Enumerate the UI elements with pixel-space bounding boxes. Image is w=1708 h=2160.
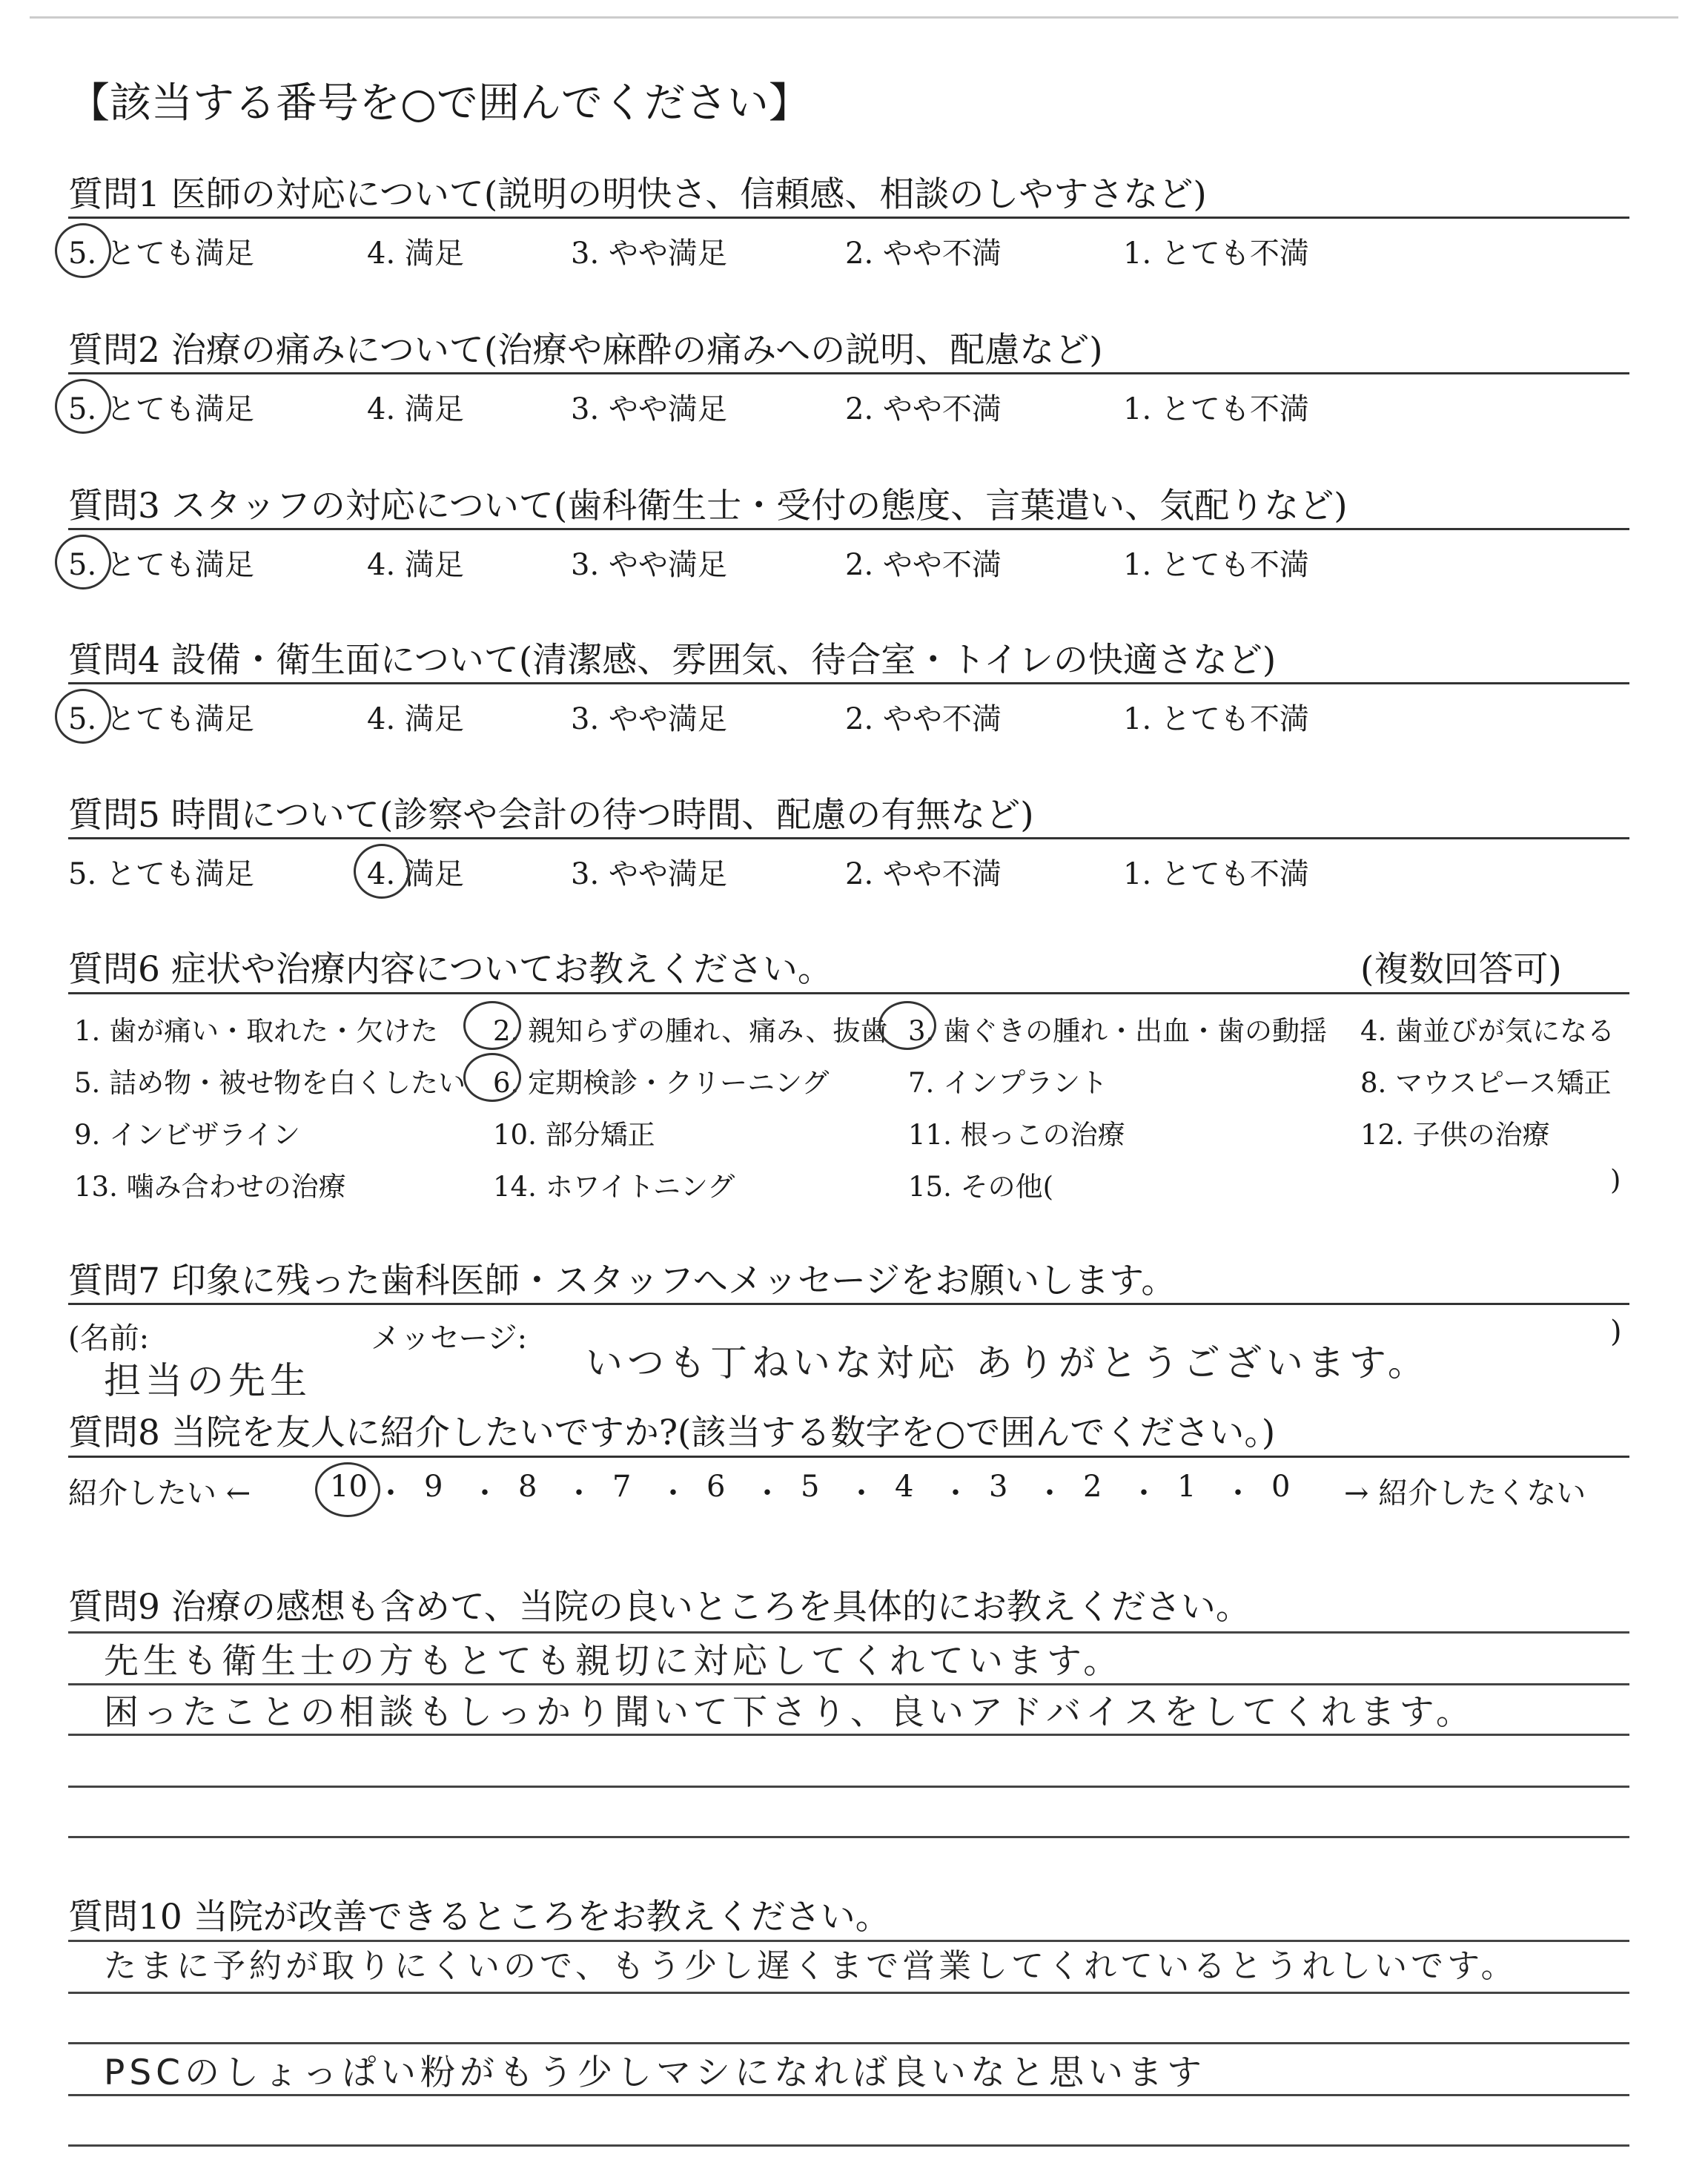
- q3-option-3[interactable]: 3. やや満足: [571, 548, 727, 582]
- q7-name-label: (名前:: [68, 1321, 150, 1355]
- q8-separator-dot: ・: [1035, 1476, 1065, 1510]
- q5-option-4[interactable]: 4. 満足: [367, 857, 464, 891]
- q5-option-5[interactable]: 5. とても満足: [68, 857, 254, 891]
- q8-separator-dot: ・: [376, 1476, 406, 1510]
- q9-title: 質問9 治療の感想も含めて、当院の良いところを具体的にお教えください。: [68, 1587, 1251, 1628]
- q6-title: 質問6 症状や治療内容についてお教えください。: [68, 949, 833, 990]
- q10-line-5: [68, 2144, 1629, 2147]
- q8-scale-0[interactable]: 0: [1271, 1470, 1291, 1504]
- q8-separator-dot: ・: [752, 1476, 782, 1510]
- q1-option-4[interactable]: 4. 満足: [367, 237, 464, 271]
- q6-item-6[interactable]: 6. 定期検診・クリーニング: [493, 1067, 830, 1099]
- q6-item-4[interactable]: 4. 歯並びが気になる: [1360, 1015, 1615, 1047]
- q8-separator-dot: ・: [1129, 1476, 1159, 1510]
- q5-selected-circle: [354, 844, 410, 899]
- q4-option-1[interactable]: 1. とても不満: [1123, 702, 1309, 736]
- q8-separator-dot: ・: [658, 1476, 688, 1510]
- q6-item-6-circle: [463, 1053, 521, 1102]
- q6-item-14[interactable]: 14. ホワイトニング: [493, 1171, 735, 1203]
- q2-rule: [68, 372, 1629, 374]
- q7-message-label: メッセージ:: [371, 1321, 528, 1355]
- q8-scale-3[interactable]: 3: [989, 1470, 1008, 1504]
- q8-scale-5[interactable]: 5: [801, 1470, 820, 1504]
- q5-option-3[interactable]: 3. やや満足: [571, 857, 727, 891]
- q6-item-9[interactable]: 9. インビザライン: [74, 1119, 300, 1151]
- q6-item-11[interactable]: 11. 根っこの治療: [908, 1119, 1125, 1151]
- q3-option-2[interactable]: 2. やや不満: [845, 548, 1002, 582]
- q8-scale-10[interactable]: 10: [330, 1470, 368, 1504]
- q6-item-2[interactable]: 2. 親知らずの腫れ、痛み、抜歯: [493, 1015, 888, 1047]
- q5-option-2[interactable]: 2. やや不満: [845, 857, 1002, 891]
- instruction-header: 【該当する番号を○で囲んでください】: [68, 79, 810, 128]
- q6-rule: [68, 992, 1629, 994]
- q6-item-13[interactable]: 13. 噛み合わせの治療: [74, 1171, 346, 1203]
- q8-scale-1[interactable]: 1: [1177, 1470, 1196, 1504]
- q6-other-close-paren: ): [1610, 1164, 1621, 1196]
- q2-option-1[interactable]: 1. とても不満: [1123, 392, 1309, 426]
- q4-option-4[interactable]: 4. 満足: [367, 702, 464, 736]
- q8-scale-2[interactable]: 2: [1083, 1470, 1102, 1504]
- q4-option-5[interactable]: 5. とても満足: [68, 702, 254, 736]
- q8-left-label: 紹介したい ←: [68, 1476, 251, 1510]
- q8-separator-dot: ・: [941, 1476, 970, 1510]
- q6-item-5[interactable]: 5. 詰め物・被せ物を白くしたい: [74, 1067, 466, 1099]
- q8-scale-8[interactable]: 8: [518, 1470, 537, 1504]
- q8-separator-dot: ・: [847, 1476, 876, 1510]
- q1-option-5[interactable]: 5. とても満足: [68, 237, 254, 271]
- q9-answer-1[interactable]: 先生も衛生士の方もとても親切に対応してくれています。: [104, 1641, 1123, 1682]
- q3-title: 質問3 スタッフの対応について(歯科衛生士・受付の態度、言葉遣い、気配りなど): [68, 486, 1348, 526]
- q4-option-2[interactable]: 2. やや不満: [845, 702, 1002, 736]
- q1-option-1[interactable]: 1. とても不満: [1123, 237, 1309, 271]
- q7-message-value[interactable]: いつも丁ねいな対応 ありがとうございます。: [586, 1341, 1429, 1384]
- q4-rule: [68, 682, 1629, 684]
- q7-title: 質問7 印象に残った歯科医師・スタッフへメッセージをお願いします。: [68, 1261, 1176, 1301]
- q6-item-3[interactable]: 3. 歯ぐきの腫れ・出血・歯の動揺: [908, 1015, 1328, 1047]
- q9-line-4: [68, 1786, 1629, 1788]
- q10-line-2: [68, 1992, 1629, 1994]
- q2-option-5[interactable]: 5. とても満足: [68, 392, 254, 426]
- q7-rule: [68, 1303, 1629, 1305]
- q6-note: (複数回答可): [1360, 949, 1562, 990]
- q7-close-paren: ): [1610, 1315, 1622, 1349]
- q8-separator-dot: ・: [564, 1476, 594, 1510]
- q6-item-2-circle: [463, 1001, 521, 1050]
- q8-right-label: → 紹介したくない: [1344, 1476, 1586, 1510]
- q6-item-8[interactable]: 8. マウスピース矯正: [1360, 1067, 1612, 1099]
- q4-title: 質問4 設備・衛生面について(清潔感、雰囲気、待合室・トイレの快適さなど): [68, 640, 1277, 681]
- q8-rule: [68, 1456, 1629, 1458]
- q6-item-10[interactable]: 10. 部分矯正: [493, 1119, 655, 1151]
- q1-rule: [68, 217, 1629, 219]
- q5-title: 質問5 時間について(診察や会計の待つ時間、配慮の有無など): [68, 795, 1034, 836]
- q4-option-3[interactable]: 3. やや満足: [571, 702, 727, 736]
- q6-item-1[interactable]: 1. 歯が痛い・取れた・欠けた: [74, 1015, 439, 1047]
- q6-item-7[interactable]: 7. インプラント: [908, 1067, 1108, 1099]
- q1-title: 質問1 医師の対応について(説明の明快さ、信頼感、相談のしやすさなど): [68, 174, 1207, 215]
- q8-scale-4[interactable]: 4: [895, 1470, 914, 1504]
- q3-selected-circle: [55, 535, 111, 589]
- q8-separator-dot: ・: [1223, 1476, 1253, 1510]
- q2-title: 質問2 治療の痛みについて(治療や麻酔の痛みへの説明、配慮など): [68, 330, 1103, 371]
- q6-item-15[interactable]: 15. その他(: [908, 1171, 1054, 1203]
- q8-scale-7[interactable]: 7: [612, 1470, 632, 1504]
- q7-name-value[interactable]: 担当の先生: [104, 1359, 311, 1402]
- q5-rule: [68, 837, 1629, 839]
- q10-answer-1[interactable]: たまに予約が取りにくいので、もう少し遅くまで営業してくれているとうれしいです。: [104, 1947, 1517, 1985]
- q8-scale-6[interactable]: 6: [706, 1470, 726, 1504]
- q8-separator-dot: ・: [470, 1476, 500, 1510]
- q1-option-2[interactable]: 2. やや不満: [845, 237, 1002, 271]
- q1-option-3[interactable]: 3. やや満足: [571, 237, 727, 271]
- top-margin-line: [30, 16, 1678, 19]
- q2-option-3[interactable]: 3. やや満足: [571, 392, 727, 426]
- q4-selected-circle: [55, 689, 111, 744]
- q3-option-1[interactable]: 1. とても不満: [1123, 548, 1309, 582]
- q8-selected-circle: [315, 1462, 380, 1517]
- q6-item-12[interactable]: 12. 子供の治療: [1360, 1119, 1550, 1151]
- q8-title: 質問8 当院を友人に紹介したいですか?(該当する数字を○で囲んでください。): [68, 1413, 1276, 1453]
- q2-option-4[interactable]: 4. 満足: [367, 392, 464, 426]
- q3-rule: [68, 528, 1629, 530]
- q10-line-3: [68, 2042, 1629, 2044]
- q10-answer-2[interactable]: PSCのしょっぱい粉がもう少しマシになれば良いなと思います: [104, 2052, 1206, 2093]
- q3-option-5[interactable]: 5. とても満足: [68, 548, 254, 582]
- q3-option-4[interactable]: 4. 満足: [367, 548, 464, 582]
- q9-line-5: [68, 1836, 1629, 1838]
- q5-option-1[interactable]: 1. とても不満: [1123, 857, 1309, 891]
- q6-item-3-circle: [878, 1001, 936, 1050]
- q2-selected-circle: [55, 379, 111, 434]
- q9-answer-2[interactable]: 困ったことの相談もしっかり聞いて下さり、良いアドバイスをしてくれます。: [104, 1692, 1475, 1733]
- q2-option-2[interactable]: 2. やや不満: [845, 392, 1002, 426]
- q1-selected-circle: [55, 223, 111, 278]
- q8-scale-9[interactable]: 9: [424, 1470, 443, 1504]
- q10-title: 質問10 当院が改善できるところをお教えください。: [68, 1897, 890, 1938]
